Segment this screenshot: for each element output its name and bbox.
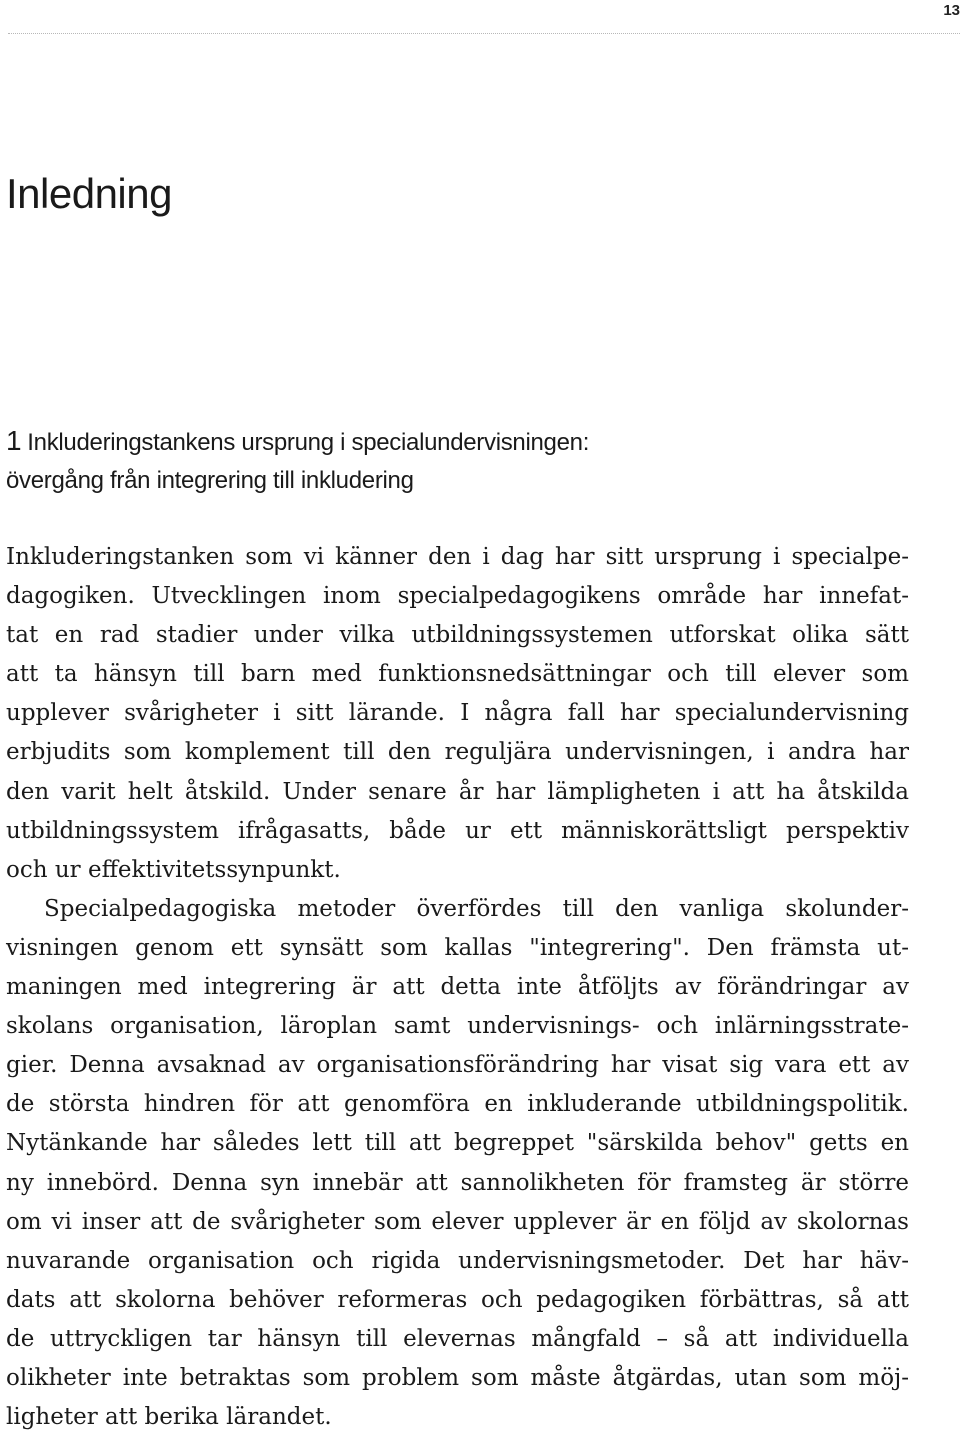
text-line: ligheter att berika lärandet.: [6, 1404, 332, 1431]
section-heading: [6, 422, 906, 500]
text-line: om vi inser att de svårigheter som elever upplever är en följd av skolornas: [6, 1208, 909, 1235]
text-line: dagogiken. Utvecklingen inom specialpedagogikens område har innefat-: [6, 583, 909, 610]
text-line: erbjudits som komplement till den reguljära undervisningen, i andra har: [6, 739, 909, 766]
text-line: olikheter inte betraktas som problem som måste åtgärdas, utan som möj-: [6, 1364, 909, 1391]
text-line: den varit helt åtskild. Under senare år har lämpligheten i att ha åtskilda: [6, 778, 909, 805]
text-line: utbildningssystem ifrågasatts, både ur ett människorättsligt perspektiv: [6, 817, 909, 844]
section-title-line-2: övergång från integrering till inkludering: [6, 467, 414, 494]
text-line: de uttryckligen tar hänsyn till elevernas mångfald – så att individuella: [6, 1325, 909, 1352]
text-line: upplever svårigheter i sitt lärande. I några fall har specialundervisning: [6, 700, 909, 727]
chapter-title: Inledning: [6, 170, 172, 217]
text-line: Inkluderingstanken som vi känner den i dag har sitt ursprung i specialpe-: [6, 544, 909, 570]
text-line: gier. Denna avsaknad av organisationsförändring har visat sig vara ett av: [6, 1052, 909, 1079]
text-line: och ur effektivitetssynpunkt.: [6, 856, 341, 883]
body-text: [6, 538, 909, 1437]
text-line: de största hindren för att genomföra en inkluderande utbildningspolitik.: [6, 1091, 909, 1118]
header-divider: [8, 33, 960, 34]
text-line: maningen med integrering är att detta inte åtföljts av förändringar av: [6, 974, 909, 1001]
section-number: 1: [6, 425, 22, 456]
text-line: att ta hänsyn till barn med funktionsnedsättningar och till elever som: [6, 661, 909, 688]
text-line: skolans organisation, läroplan samt undervisnings- och inlärningsstrate-: [6, 1013, 909, 1040]
text-line: ny innebörd. Denna syn innebär att sannolikheten för framsteg är större: [6, 1169, 909, 1196]
text-line: visningen genom ett synsätt som kallas "integrering". Den främsta ut-: [6, 934, 909, 961]
text-line: Specialpedagogiska metoder överfördes till den vanliga skolunder-: [44, 895, 909, 922]
text-line: tat en rad stadier under vilka utbildningssystemen utforskat olika sätt: [6, 622, 909, 649]
section-title-line-1: Inkluderingstankens ursprung i specialundervisningen:: [27, 429, 590, 456]
text-line: nuvarande organisation och rigida undervisningsmetoder. Det har häv-: [6, 1247, 909, 1274]
text-line: dats att skolorna behöver reformeras och pedagogiken förbättras, så att: [6, 1286, 909, 1313]
text-line: Nytänkande har således lett till att begreppet "särskilda behov" getts en: [6, 1130, 909, 1157]
page-number: 13: [943, 2, 960, 19]
